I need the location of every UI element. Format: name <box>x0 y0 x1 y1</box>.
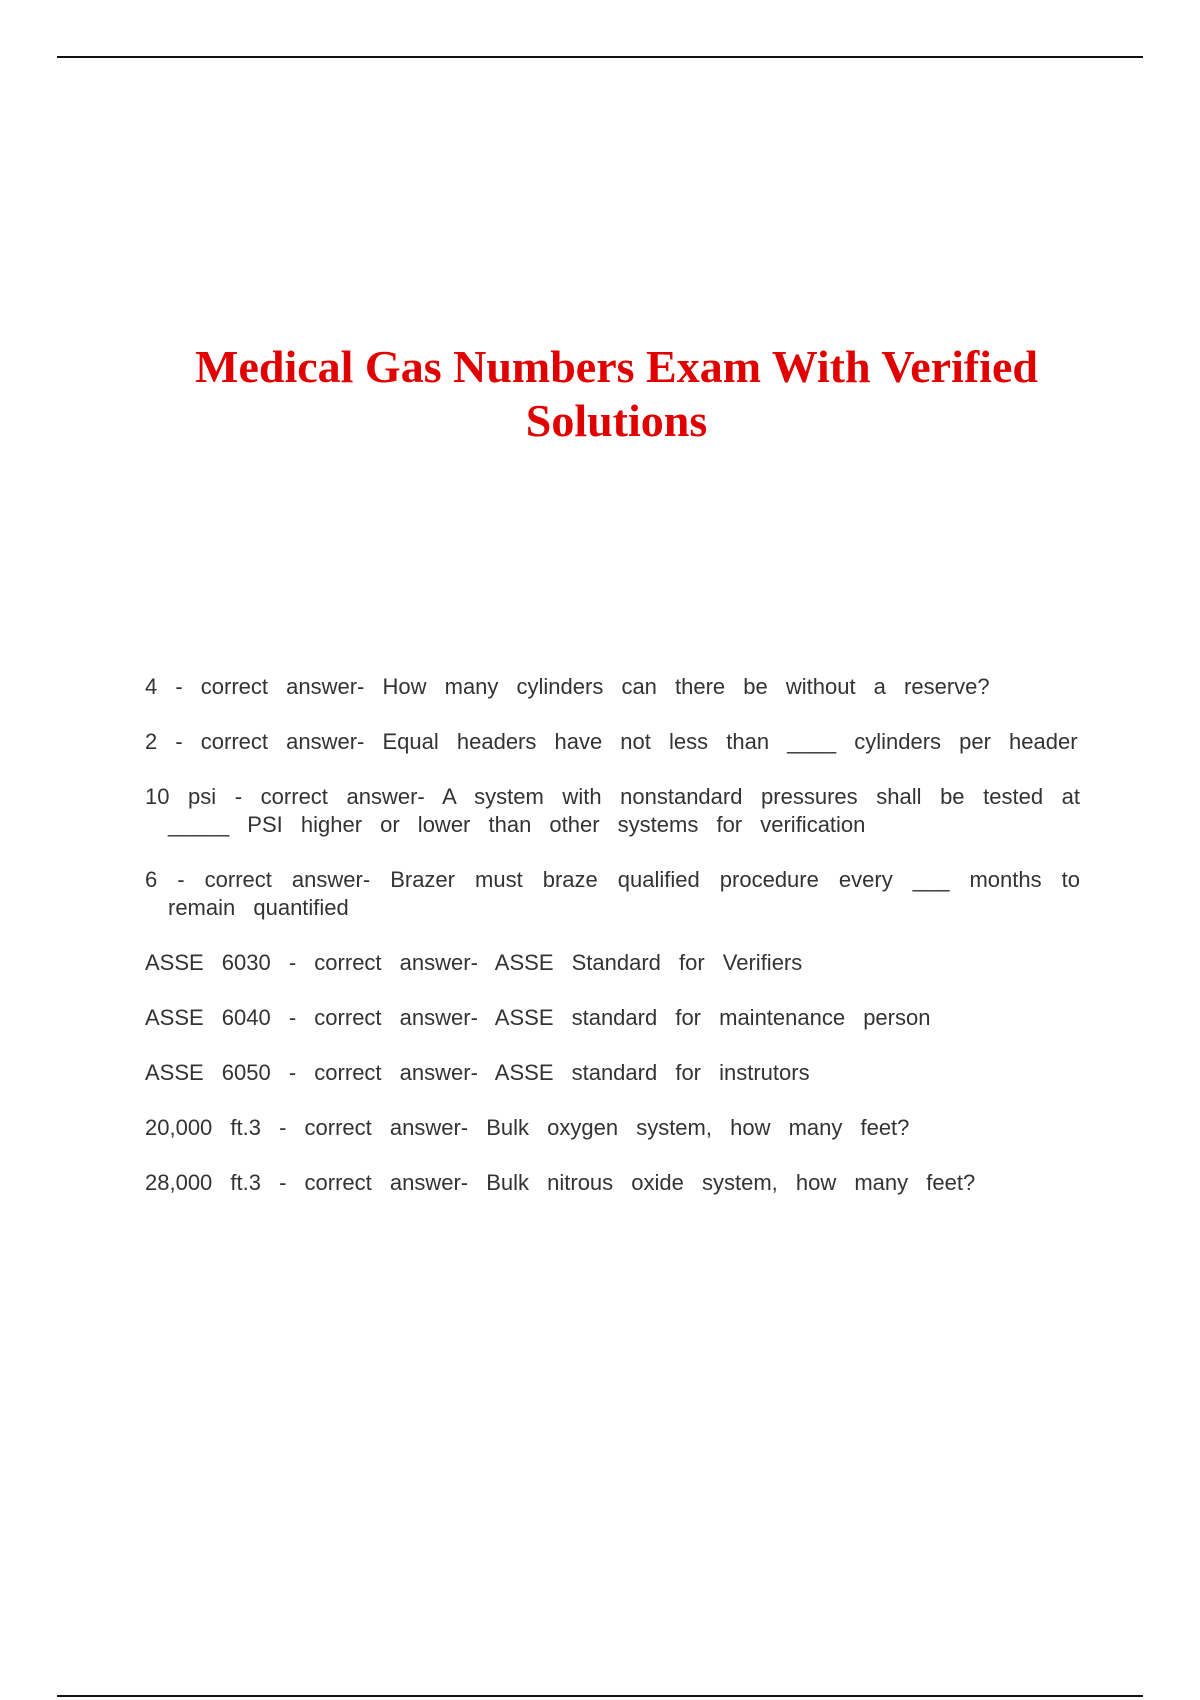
qa-item-text: 2 - correct answer- Equal headers have not less than ____ cylinders per header <box>145 729 1078 754</box>
qa-item <box>145 1169 1080 1197</box>
qa-item <box>145 1004 1080 1032</box>
qa-item <box>145 673 1080 701</box>
qa-item-text: 10 psi - correct answer- A system with nonstandard pressures shall be tested at _____ PSI higher or lower than other systems for verification <box>145 784 1080 837</box>
bottom-rule <box>57 1695 1143 1697</box>
qa-item-text: ASSE 6050 - correct answer- ASSE standard for instrutors <box>145 1060 810 1085</box>
qa-item-text: ASSE 6040 - correct answer- ASSE standard for maintenance person <box>145 1005 931 1030</box>
qa-list <box>145 673 1080 1224</box>
qa-item-text: 4 - correct answer- How many cylinders can there be without a reserve? <box>145 674 990 699</box>
qa-item-text: 20,000 ft.3 - correct answer- Bulk oxygen system, how many feet? <box>145 1115 910 1140</box>
qa-item-text: 28,000 ft.3 - correct answer- Bulk nitrous oxide system, how many feet? <box>145 1170 976 1195</box>
qa-item <box>145 783 1080 839</box>
top-rule <box>57 56 1143 58</box>
page-title: Medical Gas Numbers Exam With Verified Solutions <box>195 341 1038 446</box>
qa-item-text: ASSE 6030 - correct answer- ASSE Standard for Verifiers <box>145 950 803 975</box>
qa-item <box>145 728 1080 756</box>
qa-item-text: 6 - correct answer- Brazer must braze qualified procedure every ___ months to remain quantified <box>145 867 1080 920</box>
qa-item <box>145 949 1080 977</box>
qa-item <box>145 1059 1080 1087</box>
qa-item <box>145 866 1080 922</box>
qa-item <box>145 1114 1080 1142</box>
